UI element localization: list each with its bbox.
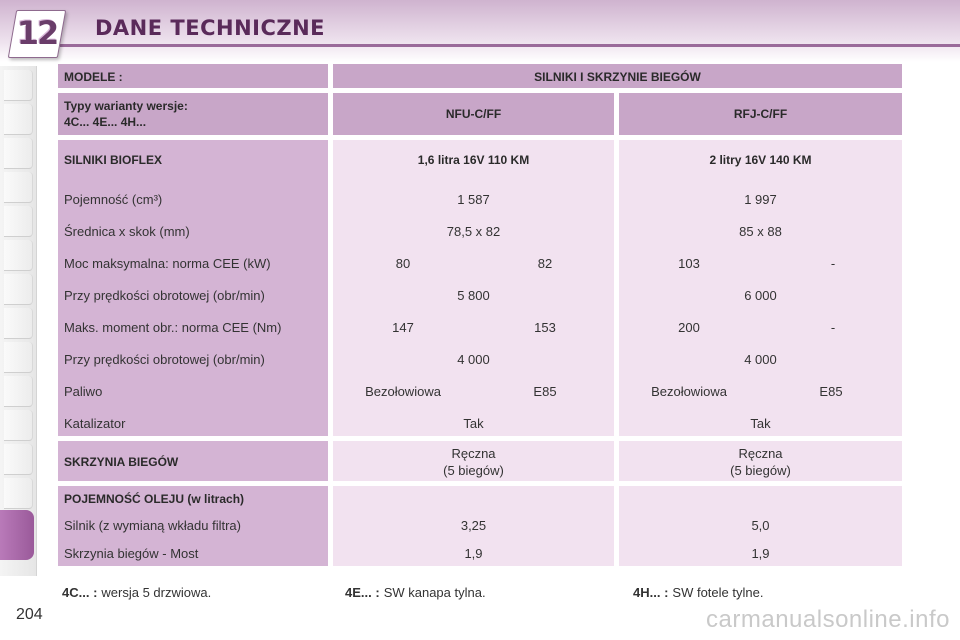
- watermark: carmanualsonline.info: [706, 606, 950, 633]
- chapter-tab-active[interactable]: [0, 510, 34, 560]
- engines-gearbox-label: SILNIKI I SKRZYNIE BIEGÓW: [534, 70, 701, 84]
- col1-fuel-b: E85: [533, 384, 557, 399]
- footnote-text: SW fotele tylne.: [672, 585, 764, 600]
- row-label-catalyst: Katalizator: [64, 416, 126, 431]
- footnote-text: SW kanapa tylna.: [383, 585, 486, 600]
- col2-fuel-a: Bezołowiowa: [651, 384, 727, 399]
- variants-label-line2: 4C... 4E... 4H...: [64, 115, 147, 129]
- chapter-tab[interactable]: [4, 70, 33, 101]
- chapter-tab[interactable]: [4, 206, 33, 237]
- chapter-tab[interactable]: [4, 376, 33, 407]
- col1-bore-stroke: 78,5 x 82: [446, 224, 501, 239]
- row-label-engine-oil: Silnik (z wymianą wkładu filtra): [64, 518, 241, 533]
- col1-gearbox-type: Ręczna: [451, 446, 496, 461]
- col1-catalyst: Tak: [463, 416, 484, 431]
- chapter-tab[interactable]: [4, 444, 33, 475]
- models-label: MODELE :: [64, 70, 123, 84]
- row-label-max-power: Moc maksymalna: norma CEE (kW): [64, 256, 271, 271]
- col2-max-power-a: 103: [678, 256, 700, 271]
- chapter-tab[interactable]: [4, 342, 33, 373]
- oil-section-label: POJEMNOŚĆ OLEJU (w litrach): [64, 492, 245, 506]
- col2-engine-title: 2 litry 16V 140 KM: [709, 153, 812, 167]
- col1-max-torque-b: 153: [534, 320, 556, 335]
- col2-catalyst: Tak: [750, 416, 771, 431]
- chapter-tab[interactable]: [4, 308, 33, 339]
- row-label-displacement: Pojemność (cm³): [64, 192, 163, 207]
- col2-gearbox-gears: (5 biegów): [730, 463, 791, 478]
- col2-engine-oil: 5,0: [751, 518, 770, 533]
- col1-max-torque-a: 147: [392, 320, 414, 335]
- footnote-4h: [633, 585, 763, 600]
- variants-label-line1: Typy warianty wersje:: [64, 99, 188, 113]
- col1-gearbox-gears: (5 biegów): [443, 463, 504, 478]
- chapter-tab[interactable]: [4, 240, 33, 271]
- col2-code: RFJ-C/FF: [733, 107, 788, 121]
- col2-torque-rpm: 4 000: [744, 352, 777, 367]
- row-label-max-torque: Maks. moment obr.: norma CEE (Nm): [64, 320, 282, 335]
- footnote-key: 4H... :: [633, 585, 669, 600]
- chapter-number: 12: [16, 14, 58, 52]
- col1-fuel-a: Bezołowiowa: [365, 384, 441, 399]
- col2-bore-stroke: 85 x 88: [739, 224, 782, 239]
- col2-max-torque-a: 200: [678, 320, 700, 335]
- chapter-tab[interactable]: [4, 138, 33, 169]
- page-number: 204: [16, 606, 43, 623]
- col2-max-torque-b: -: [830, 320, 836, 335]
- header-rule: [60, 44, 960, 47]
- col1-code: NFU-C/FF: [445, 107, 502, 121]
- col2-gearbox-type: Ręczna: [738, 446, 783, 461]
- chapter-tab[interactable]: [4, 410, 33, 441]
- col2-gearbox-oil: 1,9: [751, 546, 770, 561]
- chapter-tab[interactable]: [4, 274, 33, 305]
- engines-section-label: SILNIKI BIOFLEX: [64, 153, 163, 167]
- footnote-4e: [345, 585, 486, 600]
- col1-engine-oil: 3,25: [460, 518, 487, 533]
- chapter-tab[interactable]: [4, 104, 33, 135]
- chapter-tabs: [0, 66, 37, 576]
- col2-power-rpm: 6 000: [744, 288, 777, 303]
- col1-power-rpm: 5 800: [457, 288, 490, 303]
- col2-displacement: 1 997: [744, 192, 777, 207]
- chapter-tab[interactable]: [4, 478, 33, 509]
- footnote-4c: [62, 585, 211, 600]
- row-label-torque-rpm: Przy prędkości obrotowej (obr/min): [64, 352, 265, 367]
- row-label-gearbox-oil: Skrzynia biegów - Most: [64, 546, 199, 561]
- col2-fuel-b: E85: [819, 384, 843, 399]
- col1-max-power-a: 80: [395, 256, 411, 271]
- row-label-bore-stroke: Średnica x skok (mm): [64, 224, 190, 239]
- gearbox-section-label: SKRZYNIA BIEGÓW: [64, 455, 179, 469]
- col1-displacement: 1 587: [457, 192, 490, 207]
- col1-gearbox-oil: 1,9: [464, 546, 483, 561]
- chapter-tab[interactable]: [4, 172, 33, 203]
- col2-max-power-b: -: [830, 256, 836, 271]
- page-title: DANE TECHNICZNE: [95, 16, 326, 40]
- row-label-fuel: Paliwo: [64, 384, 103, 399]
- footnote-key: 4E... :: [345, 585, 380, 600]
- footnote-key: 4C... :: [62, 585, 98, 600]
- col1-max-power-b: 82: [537, 256, 553, 271]
- footnote-text: wersja 5 drzwiowa.: [101, 585, 212, 600]
- col1-torque-rpm: 4 000: [457, 352, 490, 367]
- col1-engine-title: 1,6 litra 16V 110 KM: [417, 153, 530, 167]
- row-label-power-rpm: Przy prędkości obrotowej (obr/min): [64, 288, 265, 303]
